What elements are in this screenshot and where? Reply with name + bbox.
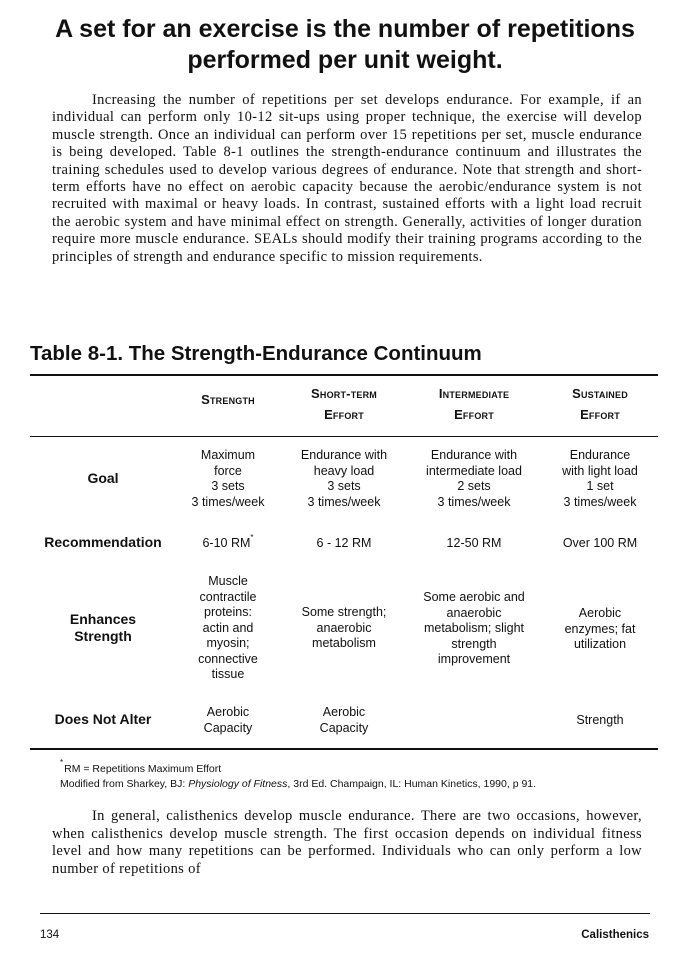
cell-goal-intermediate: Endurance with intermediate load 2 sets 3 times/week bbox=[426, 448, 522, 509]
cell-notalter-short-term: Aerobic Capacity bbox=[319, 705, 369, 735]
row-label-enhances-strength: Enhances Strength bbox=[69, 611, 137, 644]
cell-rec-sustained: Over 100 RM bbox=[562, 536, 638, 550]
row-label-recommendation: Recommendation bbox=[44, 534, 162, 550]
cell-enhances-intermediate: Some aerobic and anaerobic metabolism; slight strength improvement bbox=[423, 590, 525, 666]
closing-paragraph: In general, calisthenics develop muscle endurance. There are two occasions, however, when calisthenics develop muscle strength. The first occasion depends on individual fitness level and how many repetitions can be performed. Individuals who can only perform a low number of repetitions of bbox=[52, 808, 642, 877]
col-header-intermediate: Intermediate Effort bbox=[438, 386, 510, 422]
footnote-source: Modified from Sharkey, BJ: Physiology of Fitness, 3rd Ed. Champaign, IL: Human Kinetics, 1990, p 91. bbox=[60, 778, 537, 790]
footnote-star: * bbox=[60, 758, 64, 767]
cell-rec-short-term: 6 - 12 RM bbox=[316, 536, 372, 550]
source-book-title: Physiology of Fitness bbox=[188, 778, 288, 790]
row-label-does-not-alter: Does Not Alter bbox=[54, 711, 152, 727]
cell-enhances-short-term: Some strength; anaerobic metabolism bbox=[301, 605, 387, 650]
intro-paragraph: Increasing the number of repetitions per set develops endurance. For example, if an individual can perform only 10-12 sit-ups using proper technique, the exercise will develop muscle strength. Once an individual can perform over 15 repetitions per set, muscle endurance is being developed. Table 8-1 outlines the strength-endurance continuum and illustrates the training schedules used to develop various degrees of endurance. Note that strength and short-term efforts have no effect on aerobic capacity because the aerobic/endurance system is not recruited with maximal or heavy loads. In contrast, sustained efforts with a light load recruit the aerobic system and have minimal effect on strength. Generally, activities of longer duration require more muscle endurance. SEALs should modify their training programs according to the principles of strength and endurance specific to mission requirements. bbox=[52, 92, 642, 265]
chapter-name: Calisthenics bbox=[581, 929, 649, 941]
page-heading: A set for an exercise is the number of repetitions performed per unit weight. bbox=[55, 15, 635, 74]
cell-goal-short-term: Endurance with heavy load 3 sets 3 times/week bbox=[300, 448, 388, 509]
cell-goal-strength: Maximum force 3 sets 3 times/week bbox=[191, 448, 265, 509]
footnote-rm: *RM = Repetitions Maximum Effort bbox=[60, 758, 222, 775]
cell-notalter-sustained: Strength bbox=[576, 713, 624, 727]
table-header-rule bbox=[30, 436, 658, 437]
footer-rule bbox=[40, 913, 650, 914]
cell-enhances-sustained: Aerobic enzymes; fat utilization bbox=[564, 606, 636, 651]
col-header-short-term: Short-term Effort bbox=[311, 386, 377, 422]
col-header-sustained: Sustained Effort bbox=[572, 386, 628, 422]
row-label-goal: Goal bbox=[87, 470, 119, 486]
table-title: Table 8-1. The Strength-Endurance Continuum bbox=[30, 342, 482, 365]
rm-footnote-marker: * bbox=[250, 533, 254, 542]
cell-goal-sustained: Endurance with light load 1 set 3 times/week bbox=[562, 448, 638, 509]
cell-rec-intermediate: 12-50 RM bbox=[446, 536, 502, 550]
table-bottom-rule bbox=[30, 748, 658, 750]
cell-notalter-strength: Aerobic Capacity bbox=[203, 705, 253, 735]
page-number: 134 bbox=[40, 929, 60, 941]
cell-enhances-strength: Muscle contractile proteins: actin and myosin; connective tissue bbox=[198, 574, 258, 681]
cell-rec-strength: 6-10 RM* bbox=[202, 533, 254, 550]
table-top-rule bbox=[30, 374, 658, 376]
col-header-strength: Strength bbox=[201, 392, 255, 407]
